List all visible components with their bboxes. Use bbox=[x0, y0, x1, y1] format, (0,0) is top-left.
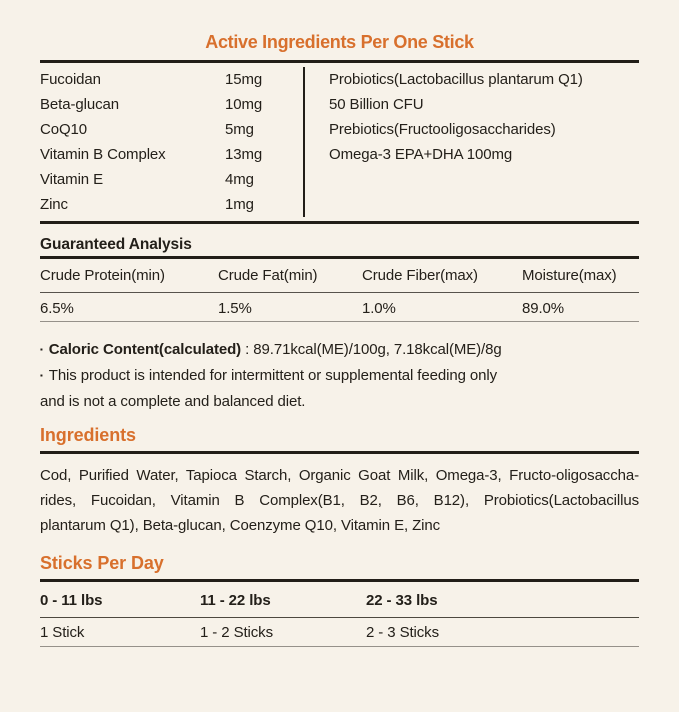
ingredients-heading: Ingredients bbox=[40, 425, 136, 445]
sticks-count: 1 - 2 Sticks bbox=[200, 624, 273, 641]
sticks-header-row bbox=[40, 582, 639, 618]
active-ingredients-right-column bbox=[303, 67, 639, 217]
ingredient-row: Omega-3 EPA+DHA 100mg bbox=[329, 146, 513, 163]
ingredient-row bbox=[40, 192, 303, 217]
column-header: Crude Fiber(max) bbox=[362, 267, 478, 284]
ingredients-line: rides, Fucoidan, Vitamin B Complex(B1, B2, B6, B12), Probiotics(Lactobacillus bbox=[40, 492, 639, 509]
active-ingredients-table bbox=[40, 60, 639, 224]
ingredient-row: Probiotics(Lactobacillus plantarum Q1) bbox=[329, 71, 583, 88]
analysis-value: 1.0% bbox=[362, 300, 396, 317]
ingredient-row bbox=[40, 117, 303, 142]
column-header: Crude Fat(min) bbox=[218, 267, 318, 284]
ingredient-row bbox=[40, 167, 303, 192]
weight-range-header: 22 - 33 lbs bbox=[366, 592, 438, 609]
ingredients-list bbox=[40, 463, 639, 538]
caloric-content-label: Caloric Content(calculated) bbox=[48, 341, 242, 358]
ingredient-row bbox=[40, 67, 303, 92]
ingredient-row bbox=[40, 142, 303, 167]
ingredient-name: CoQ10 bbox=[40, 121, 88, 138]
bullet-icon: ▪ bbox=[40, 371, 43, 380]
ingredient-amount: 10mg bbox=[225, 96, 263, 113]
weight-range-header: 11 - 22 lbs bbox=[200, 592, 271, 609]
guaranteed-analysis-heading: Guaranteed Analysis bbox=[40, 236, 192, 253]
caloric-content-note bbox=[40, 337, 639, 363]
guaranteed-analysis-table bbox=[40, 256, 639, 322]
feeding-note-line1 bbox=[40, 363, 639, 389]
feeding-note-text: This product is intended for intermittent or supplemental feeding only bbox=[48, 367, 498, 384]
ingredient-name: Vitamin B Complex bbox=[40, 146, 166, 163]
column-header: Crude Protein(min) bbox=[40, 267, 165, 284]
column-header: Moisture(max) bbox=[522, 267, 617, 284]
sticks-count: 1 Stick bbox=[40, 624, 85, 641]
guaranteed-analysis-header-row bbox=[40, 259, 639, 293]
guaranteed-analysis-values-row bbox=[40, 293, 639, 322]
analysis-value: 1.5% bbox=[218, 300, 252, 317]
ingredient-name: Zinc bbox=[40, 196, 68, 213]
sticks-count: 2 - 3 Sticks bbox=[366, 624, 439, 641]
bullet-icon: ▪ bbox=[40, 345, 43, 354]
feeding-note-line2: and is not a complete and balanced diet. bbox=[40, 393, 306, 410]
ingredient-amount: 15mg bbox=[225, 71, 263, 88]
ingredient-name: Fucoidan bbox=[40, 71, 101, 88]
analysis-value: 6.5% bbox=[40, 300, 74, 317]
ingredient-row: 50 Billion CFU bbox=[329, 96, 424, 113]
ingredient-amount: 1mg bbox=[225, 196, 254, 213]
ingredient-amount: 5mg bbox=[225, 121, 254, 138]
sticks-per-day-table bbox=[40, 579, 639, 647]
ingredient-row bbox=[40, 92, 303, 117]
ingredient-amount: 4mg bbox=[225, 171, 254, 188]
ingredient-amount: 13mg bbox=[225, 146, 263, 163]
supplement-label bbox=[0, 33, 679, 647]
caloric-content-value: : 89.71kcal(ME)/100g, 7.18kcal(ME)/8g bbox=[241, 341, 502, 358]
analysis-value: 89.0% bbox=[522, 300, 565, 317]
notes-section bbox=[40, 337, 639, 415]
ingredient-row: Prebiotics(Fructooligosaccharides) bbox=[329, 121, 556, 138]
weight-range-header: 0 - 11 lbs bbox=[40, 592, 103, 609]
ingredients-line: Cod, Purified Water, Tapioca Starch, Organic Goat Milk, Omega-3, Fructo-oligosaccha- bbox=[40, 467, 639, 484]
sticks-values-row bbox=[40, 618, 639, 647]
active-ingredients-left-column bbox=[40, 67, 303, 217]
sticks-per-day-heading: Sticks Per Day bbox=[40, 553, 164, 573]
ingredient-name: Vitamin E bbox=[40, 171, 104, 188]
ingredient-name: Beta-glucan bbox=[40, 96, 119, 113]
ingredients-line: plantarum Q1), Beta-glucan, Coenzyme Q10, Vitamin E, Zinc bbox=[40, 517, 441, 534]
ingredients-divider bbox=[40, 451, 639, 454]
active-ingredients-title: Active Ingredients Per One Stick bbox=[205, 32, 474, 52]
